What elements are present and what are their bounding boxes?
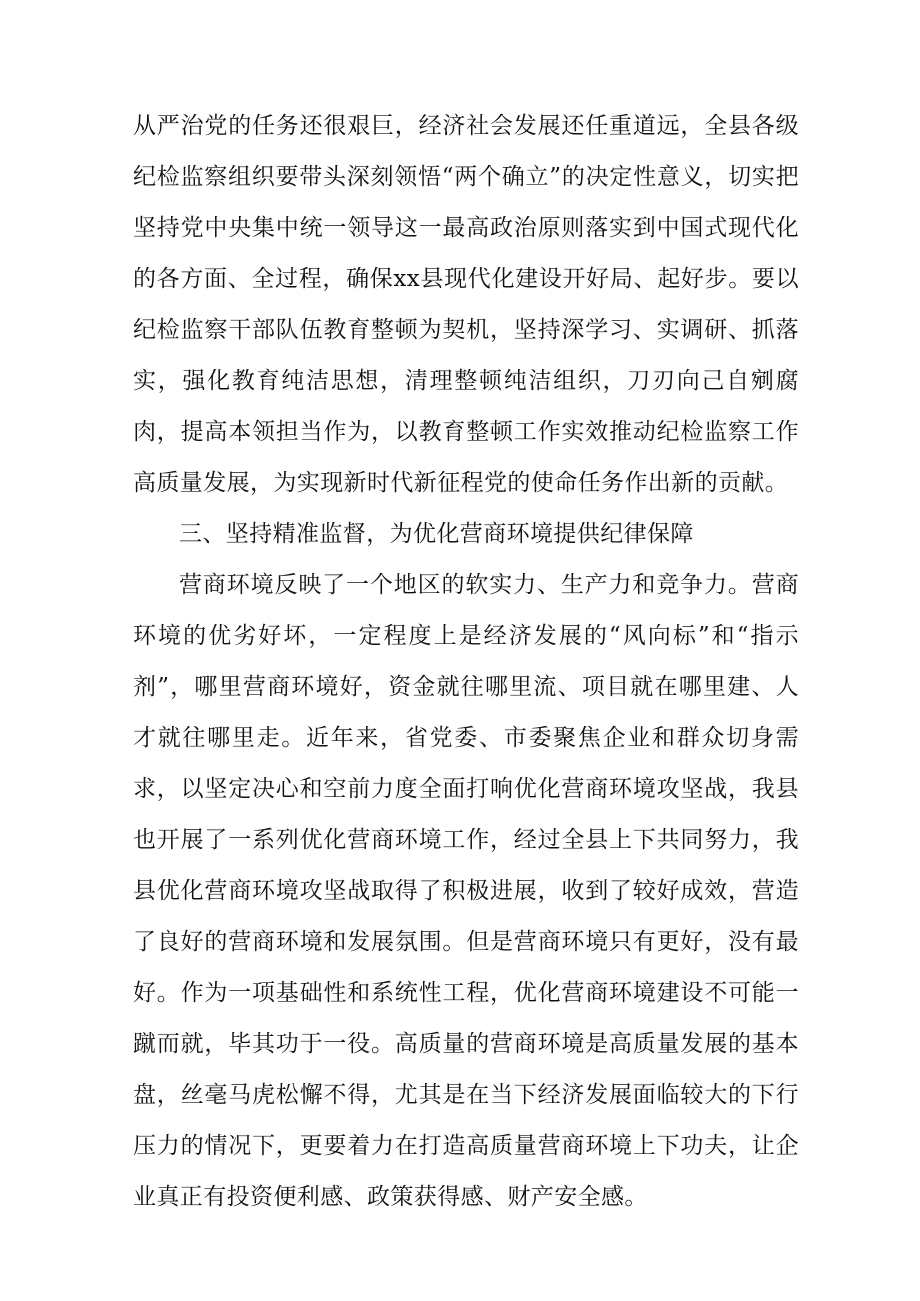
paragraph-continuation: 从严治党的任务还很艰巨，经济社会发展还任重道远，全县各级纪检监察组织要带头深刻领悟“两个确立”的决定性意义，切实把坚持党中央集中统一领导这一最高政治原则落实到中国式现代化的各方面、全过程，确保xx县现代化建设开好局、起好步。要以纪检监察干部队伍教育整顿为契机，坚持深学习、实调研、抓落实，强化教育纯洁思想，清理整顿纯洁组织，刀刃向己自剜腐肉，提高本领担当作为，以教育整顿工作实效推动纪检监察工作高质量发展，为实现新时代新征程党的使命任务作出新的贡献。 — [133, 113, 799, 496]
paragraph-business-environment: 营商环境反映了一个地区的软实力、生产力和竞争力。营商环境的优劣好坏，一定程度上是经济发展的“风向标”和“指示剂”，哪里营商环境好，资金就往哪里流、项目就在哪里建、人才就往哪里走。近年来，省党委、市委聚焦企业和群众切身需求，以坚定决心和空前力度全面打响优化营商环境攻坚战，我县也开展了一系列优化营商环境工作，经过全县上下共同努力，我县优化营商环境攻坚战取得了积极进展，收到了较好成效，营造了良好的营商环境和发展氛围。但是营商环境只有更好，没有最好。作为一项基础性和系统性工程，优化营商环境建设不可能一蹴而就，毕其功于一役。高质量的营商环境是高质量发展的基本盘，丝毫马虎松懈不得，尤其是在当下经济发展面临较大的下行压力的情况下，更要着力在打造高质量营商环境上下功夫，让企业真正有投资便利感、政策获得感、财产安全感。 — [133, 572, 799, 1210]
section-heading: 三、坚持精准监督，为优化营商环境提供纪律保障 — [179, 521, 694, 547]
document-body — [133, 101, 799, 1223]
